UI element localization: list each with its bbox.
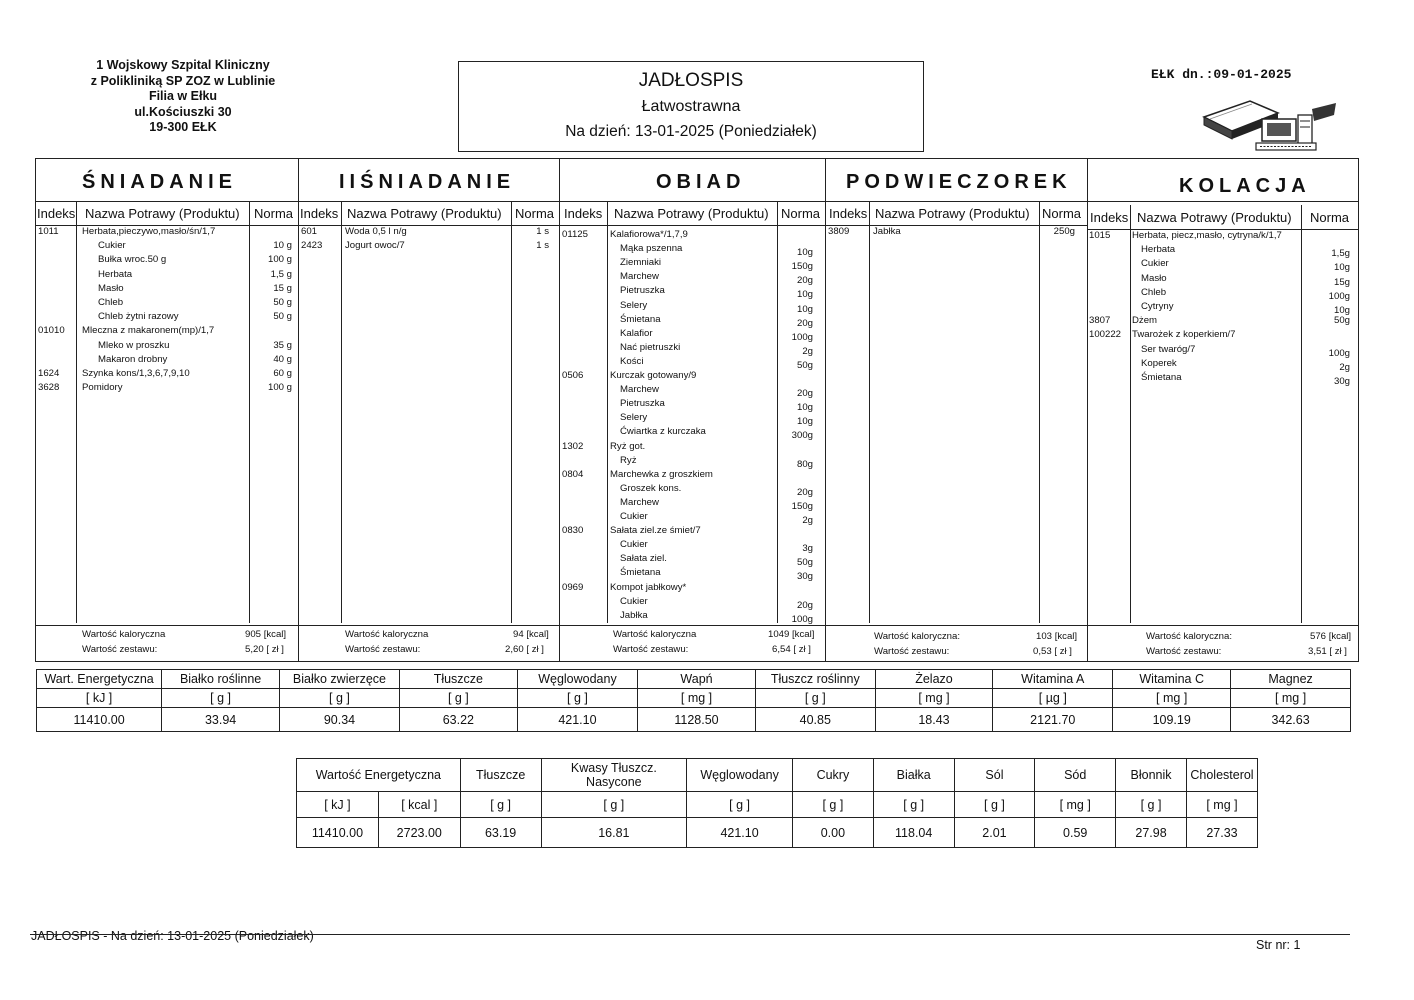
row-index: 601 bbox=[301, 226, 318, 237]
menu-row bbox=[560, 609, 825, 623]
row-product: Groszek kons. bbox=[620, 482, 682, 494]
nutrient-header: Węglowodany bbox=[517, 670, 637, 689]
row-norm: 35 g bbox=[273, 339, 292, 351]
menu-row bbox=[560, 581, 825, 595]
row-norm: 1,5g bbox=[1331, 248, 1350, 260]
menu-row bbox=[560, 299, 825, 313]
menu-row bbox=[560, 327, 825, 341]
nutrient-value: 16.81 bbox=[541, 818, 687, 848]
nutrient-value: 27.33 bbox=[1186, 818, 1257, 848]
row-norm: 100 g bbox=[267, 254, 292, 266]
name-header: Nazwa Potrawy (Produktu) bbox=[614, 206, 769, 221]
nutrient-unit: [ mg ] bbox=[1186, 792, 1257, 818]
page-number: Str nr: 1 bbox=[1256, 938, 1301, 952]
nutrient-unit: [ g ] bbox=[460, 792, 541, 818]
hospital-line: z Polikliniką SP ZOZ w Lublinie bbox=[90, 73, 276, 88]
row-index: 1302 bbox=[562, 440, 584, 452]
nutrient-unit: [ g ] bbox=[279, 689, 399, 708]
menu-row bbox=[560, 496, 825, 510]
energy-value: 2723.00 bbox=[378, 818, 460, 848]
menu-row bbox=[560, 468, 825, 482]
row-product: Ryż bbox=[620, 454, 637, 466]
menu-row bbox=[560, 383, 825, 400]
row-product: Herbata, piecz,masło, cytryna/k/1,7 bbox=[1132, 230, 1282, 241]
row-product: Kalafior bbox=[620, 327, 653, 339]
row-product: Jogurt owoc/7 bbox=[345, 240, 405, 251]
meals-table bbox=[35, 158, 1359, 662]
nutrient-unit: [ g ] bbox=[954, 792, 1035, 818]
nutrient-value: 27.98 bbox=[1116, 818, 1187, 848]
menu-row bbox=[560, 440, 825, 454]
nutrient-header: Cukry bbox=[793, 759, 874, 792]
row-norm: 100g bbox=[791, 331, 813, 343]
meal-title: ŚNIADANIE bbox=[82, 171, 238, 193]
row-product: Ser twaróg/7 bbox=[1141, 343, 1196, 355]
row-norm: 150g bbox=[791, 261, 813, 273]
row-norm: 2g bbox=[802, 515, 813, 526]
row-norm: 50 g bbox=[273, 311, 292, 323]
menu-row bbox=[299, 239, 559, 253]
index-header: Indeks bbox=[564, 206, 603, 221]
nutrient-header: Kwasy Tłuszcz. Nasycone bbox=[541, 759, 687, 792]
row-product: Pomidory bbox=[82, 382, 123, 394]
row-index: 0506 bbox=[562, 370, 584, 381]
menu-row bbox=[1088, 229, 1358, 243]
menu-row bbox=[560, 510, 825, 524]
name-header: Nazwa Potrawy (Produktu) bbox=[1137, 210, 1292, 225]
row-norm: 250g bbox=[1053, 226, 1075, 237]
menu-row bbox=[560, 270, 825, 287]
menu-row bbox=[1088, 314, 1358, 328]
kcal-label: Wartość kaloryczna: bbox=[874, 631, 961, 642]
row-product: Herbata bbox=[98, 268, 133, 280]
menu-row bbox=[36, 381, 298, 395]
row-norm: 80g bbox=[796, 458, 813, 470]
row-product: Masło bbox=[98, 282, 124, 294]
menu-row bbox=[560, 411, 825, 428]
row-norm: 15g bbox=[1333, 276, 1350, 288]
row-index: 3807 bbox=[1089, 315, 1111, 327]
nutrient-unit: [ g ] bbox=[399, 689, 517, 708]
menu-row bbox=[36, 282, 298, 296]
row-norm: 20g bbox=[796, 599, 813, 611]
nutrient-unit: [ g ] bbox=[1116, 792, 1187, 818]
nutrient-unit: [ mg ] bbox=[638, 689, 756, 708]
row-product: Cukier bbox=[1141, 258, 1169, 270]
norm-header: Norma bbox=[781, 206, 821, 221]
nutrient-value: 109.19 bbox=[1113, 708, 1231, 732]
menu-row bbox=[36, 310, 298, 324]
kcal-value: 905 [kcal] bbox=[245, 629, 287, 640]
row-product: Marchew bbox=[620, 496, 659, 508]
row-product: Jabłka bbox=[620, 609, 648, 621]
row-norm: 50g bbox=[796, 557, 813, 569]
row-norm: 10g bbox=[1333, 305, 1350, 316]
nutrition-table-label bbox=[296, 758, 1258, 848]
nutrient-unit: [ g ] bbox=[517, 689, 637, 708]
cost-label: Wartość zestawu: bbox=[1146, 646, 1222, 657]
menu-row bbox=[560, 524, 825, 538]
menu-row bbox=[560, 369, 825, 383]
row-norm: 150g bbox=[791, 500, 813, 512]
row-index: 0830 bbox=[562, 525, 584, 537]
row-product: Szynka kons/1,3,6,7,9,10 bbox=[82, 368, 190, 379]
menu-row bbox=[1088, 357, 1358, 371]
menu-row bbox=[560, 482, 825, 496]
kcal-value: 1049 [kcal] bbox=[768, 629, 815, 640]
row-product: Sałata ziel.ze śmiet/7 bbox=[610, 525, 701, 537]
index-header: Indeks bbox=[300, 206, 339, 221]
row-product: Cytryny bbox=[1141, 301, 1174, 312]
row-index: 100222 bbox=[1089, 329, 1122, 341]
row-index: 01125 bbox=[562, 229, 588, 240]
meal-title: OBIAD bbox=[656, 171, 746, 193]
nutrient-unit: [ µg ] bbox=[993, 689, 1113, 708]
menu-row bbox=[36, 296, 298, 310]
nutrient-header: Cholesterol bbox=[1186, 759, 1257, 792]
row-product: Śmietana bbox=[620, 567, 661, 579]
row-product: Kurczak gotowany/9 bbox=[610, 370, 697, 381]
menu-row bbox=[560, 228, 825, 242]
row-index: 0969 bbox=[562, 581, 584, 593]
row-norm: 1,5 g bbox=[270, 268, 292, 280]
row-norm: 300g bbox=[791, 430, 813, 442]
nutrient-header: Magnez bbox=[1231, 670, 1351, 689]
index-header: Indeks bbox=[37, 206, 76, 221]
energy-value: 11410.00 bbox=[297, 818, 379, 848]
nutrient-unit: [ g ] bbox=[162, 689, 280, 708]
cost-label: Wartość zestawu: bbox=[82, 644, 158, 655]
index-header: Indeks bbox=[829, 206, 868, 221]
nutrient-header: Węglowodany bbox=[687, 759, 793, 792]
row-product: Marchewka z groszkiem bbox=[610, 468, 713, 480]
cost-value: 0,53 [ zł ] bbox=[1033, 646, 1072, 657]
row-product: Marchew bbox=[620, 271, 659, 283]
row-product: Woda 0,5 l n/g bbox=[345, 226, 407, 237]
menu-row bbox=[560, 313, 825, 327]
kcal-label: Wartość kaloryczna bbox=[82, 629, 166, 640]
row-index: 1011 bbox=[38, 226, 59, 237]
row-product: Chleb bbox=[98, 297, 124, 308]
row-norm: 100g bbox=[791, 613, 813, 625]
row-product: Kompot jabłkowy* bbox=[610, 581, 687, 593]
row-index: 2423 bbox=[301, 240, 323, 251]
row-product: Dżem bbox=[1132, 315, 1158, 327]
menu-row bbox=[826, 225, 1087, 239]
row-index: 0804 bbox=[562, 468, 584, 480]
row-product: Koperek bbox=[1141, 357, 1177, 369]
menu-row bbox=[1088, 300, 1358, 314]
issue-date: EŁK dn.:09-01-2025 bbox=[1151, 67, 1292, 82]
menu-row bbox=[560, 566, 825, 583]
nutrient-header: Sól bbox=[954, 759, 1035, 792]
nutrient-unit: [ g ] bbox=[793, 792, 874, 818]
nutrient-value: 342.63 bbox=[1231, 708, 1351, 732]
row-norm: 3g bbox=[802, 543, 813, 555]
meal-title: PODWIECZOREK bbox=[846, 171, 1072, 193]
menu-row bbox=[1088, 328, 1358, 342]
norm-header: Norma bbox=[515, 206, 555, 221]
row-product: Mleczna z makaronem(mp)/1,7 bbox=[82, 325, 215, 337]
nutrient-value: 40.85 bbox=[755, 708, 875, 732]
nutrient-header: Tłuszcze bbox=[399, 670, 517, 689]
nutrient-unit: [ g ] bbox=[755, 689, 875, 708]
cost-label: Wartość zestawu: bbox=[613, 644, 689, 655]
menu-row bbox=[1088, 286, 1358, 300]
nutrient-value: 90.34 bbox=[279, 708, 399, 732]
row-norm: 10g bbox=[796, 416, 813, 428]
row-norm: 10g bbox=[796, 247, 813, 259]
row-norm: 20g bbox=[796, 275, 813, 287]
meal-column-lunch bbox=[560, 159, 826, 661]
row-norm: 30g bbox=[1333, 376, 1350, 387]
nutrient-unit: [ kJ ] bbox=[37, 689, 162, 708]
cost-value: 6,54 [ zł ] bbox=[772, 644, 811, 655]
row-product: Cukier bbox=[620, 511, 648, 522]
kcal-value: 576 [kcal] bbox=[1310, 631, 1352, 642]
nutrient-header: Białko zwierzęce bbox=[279, 670, 399, 689]
menu-row bbox=[560, 454, 825, 468]
menu-row bbox=[36, 367, 298, 381]
cost-value: 5,20 [ zł ] bbox=[245, 644, 284, 655]
row-norm: 10g bbox=[796, 402, 813, 414]
menu-row bbox=[560, 256, 825, 273]
menu-row bbox=[560, 397, 825, 414]
row-norm: 100g bbox=[1328, 347, 1350, 359]
index-header: Indeks bbox=[1090, 210, 1129, 225]
row-norm: 20g bbox=[796, 388, 813, 400]
nutrient-value: 2121.70 bbox=[993, 708, 1113, 732]
hospital-line: 19-300 EŁK bbox=[149, 120, 217, 134]
norm-header: Norma bbox=[254, 206, 294, 221]
row-norm: 15 g bbox=[273, 282, 292, 294]
row-norm: 2g bbox=[802, 345, 813, 357]
row-product: Bułka wroc.50 g bbox=[98, 254, 167, 266]
row-product: Mleko w proszku bbox=[98, 339, 170, 351]
row-norm: 100 g bbox=[267, 382, 292, 394]
kcal-label: Wartość kaloryczna: bbox=[1146, 631, 1233, 642]
nutrient-header: Tłuszcze bbox=[460, 759, 541, 792]
row-index: 1015 bbox=[1089, 230, 1111, 241]
menu-row bbox=[1088, 243, 1358, 260]
nutrient-value: 0.00 bbox=[793, 818, 874, 848]
norm-header: Norma bbox=[1042, 206, 1082, 221]
meal-title: KOLACJA bbox=[1179, 175, 1311, 197]
row-product: Makaron drobny bbox=[98, 353, 168, 365]
menu-row bbox=[560, 595, 825, 609]
row-product: Kalafiorowa*/1,7,9 bbox=[610, 229, 688, 240]
menu-row bbox=[36, 324, 298, 338]
computer-book-logo-icon bbox=[1200, 95, 1340, 153]
row-product: Ryż got. bbox=[610, 440, 646, 452]
row-norm: 50g bbox=[796, 359, 813, 371]
meal-column-second-breakfast bbox=[299, 159, 560, 661]
row-norm: 60 g bbox=[273, 368, 292, 379]
row-index: 1624 bbox=[38, 368, 60, 379]
hospital-line: ul.Kościuszki 30 bbox=[134, 104, 232, 119]
row-norm: 2g bbox=[1339, 361, 1350, 373]
kcal-label: Wartość kaloryczna bbox=[613, 629, 697, 640]
nutrient-unit: [ mg ] bbox=[875, 689, 993, 708]
row-norm: 10 g bbox=[273, 240, 292, 252]
menu-date: Na dzień: 13-01-2025 (Poniedziałek) bbox=[565, 123, 817, 140]
row-product: Śmietana bbox=[1141, 372, 1182, 383]
nutrient-header: Tłuszcz roślinny bbox=[755, 670, 875, 689]
row-product: Sałata ziel. bbox=[620, 553, 667, 565]
name-header: Nazwa Potrawy (Produktu) bbox=[875, 206, 1030, 221]
nutrient-value: 2.01 bbox=[954, 818, 1035, 848]
nutrient-value: 421.10 bbox=[687, 818, 793, 848]
nutrient-value: 33.94 bbox=[162, 708, 280, 732]
row-product: Twarożek z koperkiem/7 bbox=[1132, 329, 1236, 341]
row-product: Śmietana bbox=[620, 313, 661, 325]
nutrient-header: Sód bbox=[1035, 759, 1116, 792]
energy-unit: [ kJ ] bbox=[297, 792, 379, 818]
hospital-line: 1 Wojskowy Szpital Kliniczny bbox=[96, 58, 270, 72]
energy-unit: [ kcal ] bbox=[378, 792, 460, 818]
footer-text: JADŁOSPIS - Na dzień: 13-01-2025 (Poniedziałek) bbox=[31, 929, 314, 943]
menu-row bbox=[36, 225, 298, 239]
row-product: Chleb żytni razowy bbox=[98, 311, 179, 323]
nutrient-unit: [ g ] bbox=[541, 792, 687, 818]
menu-row bbox=[36, 339, 298, 353]
menu-row bbox=[36, 239, 298, 253]
kcal-value: 94 [kcal] bbox=[513, 629, 549, 640]
row-index: 3809 bbox=[828, 226, 850, 237]
meal-column-afternoon-snack bbox=[826, 159, 1088, 661]
hospital-address bbox=[60, 58, 306, 136]
nutrient-header: Wapń bbox=[638, 670, 756, 689]
menu-row bbox=[1088, 343, 1358, 357]
cost-value: 2,60 [ zł ] bbox=[505, 644, 544, 655]
row-norm: 10g bbox=[1333, 262, 1350, 274]
row-product: Chleb bbox=[1141, 286, 1167, 298]
nutrient-unit: [ g ] bbox=[873, 792, 954, 818]
nutrient-header: Witamina C bbox=[1113, 670, 1231, 689]
row-norm: 1 s bbox=[536, 240, 549, 251]
row-product: Nać pietruszki bbox=[620, 341, 681, 353]
menu-row bbox=[560, 552, 825, 569]
menu-row bbox=[299, 225, 559, 239]
nutrient-unit: [ mg ] bbox=[1035, 792, 1116, 818]
row-product: Ćwiartka z kurczaka bbox=[620, 426, 706, 438]
kcal-value: 103 [kcal] bbox=[1036, 631, 1078, 642]
row-product: Herbata,pieczywo,masło/śn/1,7 bbox=[82, 226, 216, 237]
row-product: Herbata bbox=[1141, 244, 1176, 256]
menu-row bbox=[560, 284, 825, 301]
row-norm: 20g bbox=[796, 486, 813, 498]
footer-divider bbox=[30, 934, 1350, 935]
meal-title: IIŚNIADANIE bbox=[339, 171, 516, 193]
row-index: 01010 bbox=[38, 325, 65, 337]
row-product: Pietruszka bbox=[620, 285, 665, 297]
row-index: 3628 bbox=[38, 382, 60, 394]
menu-row bbox=[560, 425, 825, 442]
name-header: Nazwa Potrawy (Produktu) bbox=[85, 206, 240, 221]
nutrient-header: Białko roślinne bbox=[162, 670, 280, 689]
menu-row bbox=[560, 242, 825, 259]
nutrient-value: 63.22 bbox=[399, 708, 517, 732]
cost-label: Wartość zestawu: bbox=[874, 646, 950, 657]
nutrient-value: 63.19 bbox=[460, 818, 541, 848]
row-norm: 50 g bbox=[273, 297, 292, 308]
row-product: Selery bbox=[620, 412, 648, 424]
kcal-label: Wartość kaloryczna bbox=[345, 629, 429, 640]
row-product: Pietruszka bbox=[620, 398, 665, 410]
row-product: Marchew bbox=[620, 384, 659, 396]
meal-column-dinner bbox=[1088, 159, 1358, 661]
row-norm: 10g bbox=[796, 303, 813, 315]
meal-column-breakfast bbox=[36, 159, 299, 661]
nutrient-header: Wart. Energetyczna bbox=[37, 670, 162, 689]
row-product: Ziemniaki bbox=[620, 257, 662, 269]
row-product: Masło bbox=[1141, 272, 1167, 284]
menu-row bbox=[36, 268, 298, 282]
nutrient-header: Żelazo bbox=[875, 670, 993, 689]
cost-value: 3,51 [ zł ] bbox=[1308, 646, 1347, 657]
nutrient-value: 11410.00 bbox=[37, 708, 162, 732]
nutrient-value: 1128.50 bbox=[638, 708, 756, 732]
row-product: Jabłka bbox=[873, 226, 901, 237]
row-norm: 100g bbox=[1328, 290, 1350, 302]
row-norm: 10g bbox=[796, 289, 813, 301]
row-norm: 40 g bbox=[273, 353, 292, 365]
row-norm: 1 s bbox=[536, 226, 549, 237]
row-product: Cukier bbox=[620, 539, 648, 551]
nutrient-header: Białka bbox=[873, 759, 954, 792]
document-title: JADŁOSPIS bbox=[638, 70, 744, 91]
title-box bbox=[458, 61, 924, 152]
nutrient-value: 421.10 bbox=[517, 708, 637, 732]
menu-row bbox=[560, 341, 825, 355]
row-product: Mąka pszenna bbox=[620, 243, 683, 255]
menu-row bbox=[36, 353, 298, 367]
menu-row bbox=[36, 253, 298, 267]
nutrient-header: Błonnik bbox=[1116, 759, 1187, 792]
menu-row bbox=[560, 538, 825, 555]
menu-row bbox=[1088, 257, 1358, 274]
hospital-line: Filia w Ełku bbox=[148, 89, 218, 103]
nutrient-unit: [ mg ] bbox=[1231, 689, 1351, 708]
row-product: Kości bbox=[620, 355, 644, 367]
row-product: Cukier bbox=[98, 240, 126, 252]
cost-label: Wartość zestawu: bbox=[345, 644, 421, 655]
row-product: Selery bbox=[620, 299, 648, 311]
norm-header: Norma bbox=[1310, 210, 1350, 225]
name-header: Nazwa Potrawy (Produktu) bbox=[347, 206, 502, 221]
nutrient-value: 18.43 bbox=[875, 708, 993, 732]
menu-row bbox=[1088, 272, 1358, 286]
menu-row bbox=[1088, 371, 1358, 385]
row-norm: 50g bbox=[1333, 315, 1350, 327]
nutrient-header: Witamina A bbox=[993, 670, 1113, 689]
nutrient-value: 118.04 bbox=[873, 818, 954, 848]
energy-header: Wartość Energetyczna bbox=[297, 759, 461, 792]
nutrition-table-main bbox=[36, 669, 1351, 732]
nutrient-value: 0.59 bbox=[1035, 818, 1116, 848]
row-norm: 20g bbox=[796, 317, 813, 329]
row-norm: 30g bbox=[796, 571, 813, 583]
nutrient-unit: [ g ] bbox=[687, 792, 793, 818]
nutrient-unit: [ mg ] bbox=[1113, 689, 1231, 708]
diet-name: Łatwostrawna bbox=[641, 98, 741, 115]
menu-row bbox=[560, 355, 825, 369]
row-product: Cukier bbox=[620, 595, 648, 607]
